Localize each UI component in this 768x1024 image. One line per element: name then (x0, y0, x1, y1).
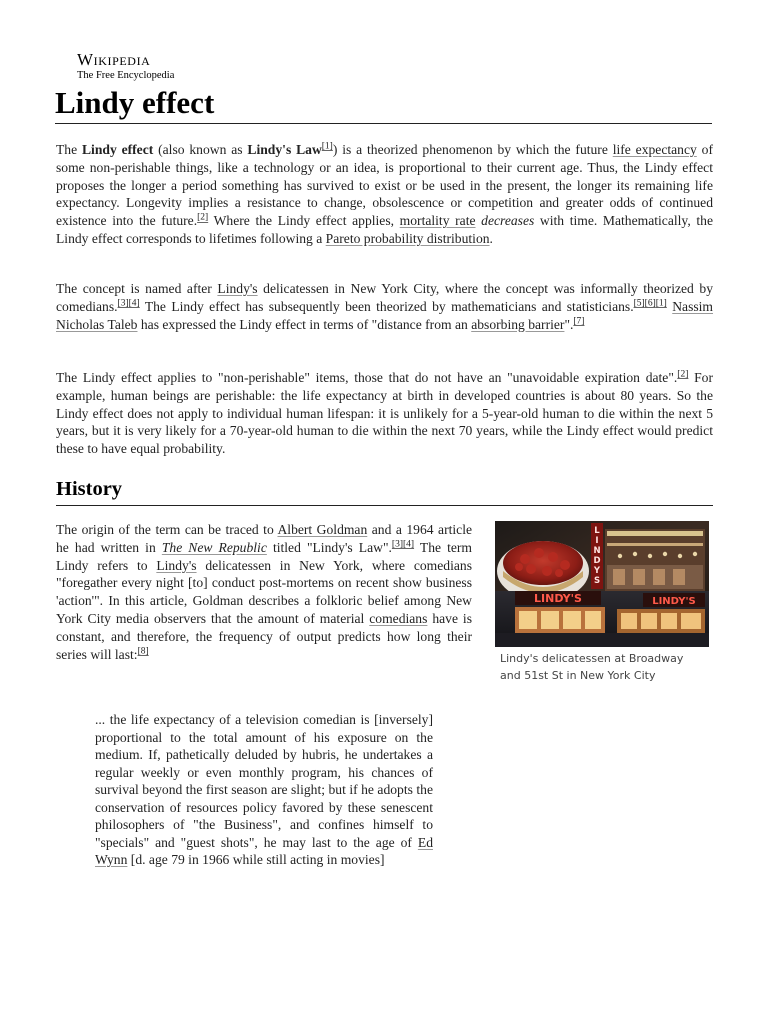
text-run: of some non-perishable things, like a technology or an idea, is proportional to their current age. Thus, the Lindy effect proposes the longer a period something has survived to exist or be used in the present, the longer its remaining life expectancy. Longevity implies a resistance to change, obsolescence or competition and greater odds of continued existence into the future. (56, 142, 713, 229)
section-heading-history: History (56, 476, 713, 506)
citation[interactable] (322, 141, 333, 151)
text-run: The Lindy effect applies to "non-perishable" items, those that do not have an "unavoidable expiration date". (56, 370, 678, 385)
link-mortality-rate[interactable]: mortality rate (399, 213, 476, 229)
link-lindys[interactable]: Lindy's (156, 557, 197, 573)
wikipedia-logo[interactable] (77, 51, 174, 82)
citation[interactable] (634, 298, 645, 308)
link-life-expectancy[interactable]: life expectancy (612, 142, 697, 157)
intro-paragraph-1 (56, 141, 713, 248)
citation[interactable] (403, 539, 414, 549)
text-run: (also known as (153, 142, 248, 157)
citation-link[interactable]: [2] (197, 212, 209, 223)
citation-link[interactable]: [4] (128, 298, 140, 309)
text-run: with time. Mathematically, the Lindy effect corresponds to lifetimes following a (56, 213, 713, 246)
link-ed-wynn[interactable]: Ed Wynn (95, 834, 433, 867)
citation[interactable] (138, 646, 149, 656)
citation-link[interactable]: [5] (633, 298, 645, 309)
storefront-sign-right: LINDY'S (652, 596, 696, 607)
citation[interactable] (573, 316, 584, 326)
svg-text:Y: Y (593, 566, 601, 576)
page-title: Lindy effect (55, 84, 712, 124)
link-absorbing-barrier[interactable]: absorbing barrier (471, 316, 565, 332)
citation-link[interactable]: [1] (321, 141, 333, 152)
text-run: For example, human beings are perishable: the life expectancy at birth in developed countries is about 80 years. So the Lindy effect does not apply to individual human lifespan: it is unlikely for a 5-year-old human to die within the next 5 years, but it is very likely for a 70-year-old human to die within the next 70 years, while the Lindy effect would predict these to have equal probability. (56, 370, 713, 457)
text-run: titled "Lindy's Law". (266, 539, 392, 555)
citation-link[interactable]: [3] (117, 298, 129, 309)
citation[interactable] (677, 369, 688, 379)
text-run: and a 1964 article he had written in (56, 522, 472, 555)
citation[interactable] (645, 298, 656, 308)
text-run: ... the life expectancy of a television comedian is [inversely] proportional to the total amount of his exposure on the medium. If, pathetically deluded by hubris, he undertakes a regular weekly or even monthly program, his chances of survival beyond the first season are slight; but if he adopts the conservation of resources policy favored by these senescent philosophers of "the Business", and confines himself to "specials" and "guest shots", he may last to the age of (95, 712, 433, 850)
citation[interactable] (197, 213, 208, 223)
text-run: ". (564, 316, 574, 332)
citation-link[interactable]: [3] (391, 539, 403, 550)
storefront-sign-left: LINDY'S (534, 592, 582, 605)
link-pareto-distribution[interactable]: Pareto probability distribution (325, 230, 490, 246)
text-run: . (489, 230, 493, 246)
text-run: Where the Lindy effect applies, (208, 213, 400, 229)
italic-term-decreases: decreases (481, 213, 535, 229)
svg-text:L: L (594, 526, 600, 536)
link-albert-goldman[interactable]: Albert Goldman (277, 522, 368, 537)
citation-link[interactable]: [2] (677, 369, 689, 380)
text-run: ) is a theorized phenomenon by which the future (332, 142, 613, 157)
figure-caption: Lindy's delicatessen at Broadway and 51st St in New York City (500, 652, 684, 682)
svg-text:D: D (593, 556, 601, 566)
blockquote-goldman (95, 711, 433, 869)
citation-link[interactable]: [4] (402, 539, 415, 550)
citation[interactable] (118, 298, 129, 308)
svg-text:I: I (595, 536, 599, 546)
svg-text:N: N (593, 546, 601, 556)
link-the-new-republic[interactable]: The New Republic (161, 539, 267, 555)
text-run: The origin of the term can be traced to (56, 522, 278, 537)
history-paragraph (56, 521, 472, 663)
citation-link[interactable]: [7] (573, 316, 585, 327)
link-comedians[interactable]: comedians (369, 610, 428, 626)
figure-lindys-delicatessen (495, 521, 710, 684)
citation[interactable] (129, 298, 140, 308)
text-run: has expressed the Lindy effect in terms of "distance from an (137, 316, 472, 332)
link-nassim-taleb[interactable]: Nassim Nicholas Taleb (56, 298, 713, 332)
text-run: have is constant, and therefore, the frequency of output predicts how long their series will last: (56, 610, 472, 662)
link-lindys[interactable]: Lindy's (217, 281, 258, 296)
intro-paragraph-2 (56, 280, 713, 333)
text-run: The (56, 142, 82, 157)
wikipedia-wordmark: Wikipedia (77, 50, 151, 69)
wikipedia-tagline: The Free Encyclopedia (77, 70, 175, 81)
citation[interactable] (656, 298, 667, 308)
text-run: The term Lindy refers to (56, 539, 473, 573)
intro-paragraph-3 (56, 369, 713, 458)
citation-link[interactable]: [1] (655, 298, 667, 309)
bold-term-lindy-effect: Lindy effect (81, 142, 154, 157)
text-run: [d. age 79 in 1966 while still acting in movies] (127, 852, 385, 867)
svg-text:S: S (593, 576, 601, 586)
citation-link[interactable]: [8] (137, 646, 149, 657)
photo-lindys-delicatessen[interactable] (495, 521, 709, 647)
text-run: The Lindy effect has subsequently been theorized by mathematicians and statisticians. (139, 298, 634, 314)
bold-term-lindys-law: Lindy's Law (247, 142, 322, 157)
citation-link[interactable]: [6] (644, 298, 656, 309)
text-run: delicatessen in New York, where comedians "foregather every night [to] conduct post-mortems on recent show business 'action'". In this article, Goldman describes a folkloric belief among New York City media observers that the amount of material (56, 557, 472, 626)
text-run: The concept is named after (56, 281, 218, 296)
text-run: delicatessen in New York City, where the concept was informally theorized by comedians. (56, 281, 713, 314)
citation[interactable] (392, 539, 403, 549)
